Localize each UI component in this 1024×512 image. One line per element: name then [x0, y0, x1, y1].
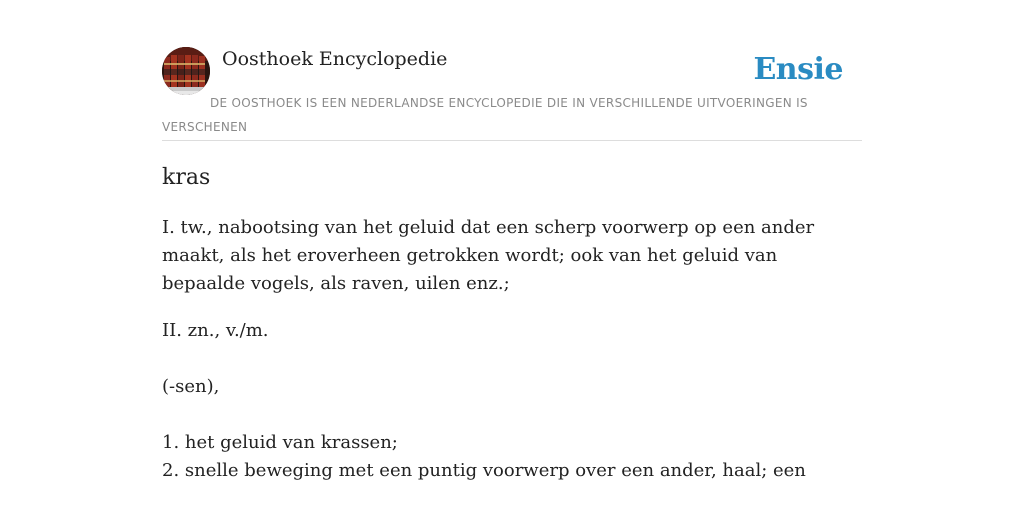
definition-list-item: 2. snelle beweging met een puntig voorwerp over een ander, haal; een [162, 460, 806, 481]
site-title[interactable]: Oosthoek Encyclopedie [222, 48, 448, 70]
site-header [162, 46, 862, 141]
entry-definition [162, 214, 862, 485]
site-tagline: DE OOSTHOEK IS EEN NEDERLANDSE ENCYCLOPEDIE DIE IN VERSCHILLENDE UITVOERINGEN IS VERSCHENEN [162, 96, 808, 134]
definition-paragraph: II. zn., v./m. [162, 320, 269, 341]
definition-list-item: 1. het geluid van krassen; [162, 432, 398, 453]
entry-content [162, 160, 862, 485]
entry-term: kras [162, 165, 211, 190]
definition-paragraph: (-sen), [162, 376, 220, 397]
brand-logo[interactable]: Ensie [753, 52, 843, 87]
site-avatar[interactable] [162, 47, 210, 95]
definition-paragraph: I. tw., nabootsing van het geluid dat een scherp voorwerp op een ander maakt, als het eroverheen getrokken wordt; ook van het geluid van bepaalde vogels, als raven, uilen enz.; [162, 217, 815, 294]
book-spines-icon [162, 47, 210, 95]
